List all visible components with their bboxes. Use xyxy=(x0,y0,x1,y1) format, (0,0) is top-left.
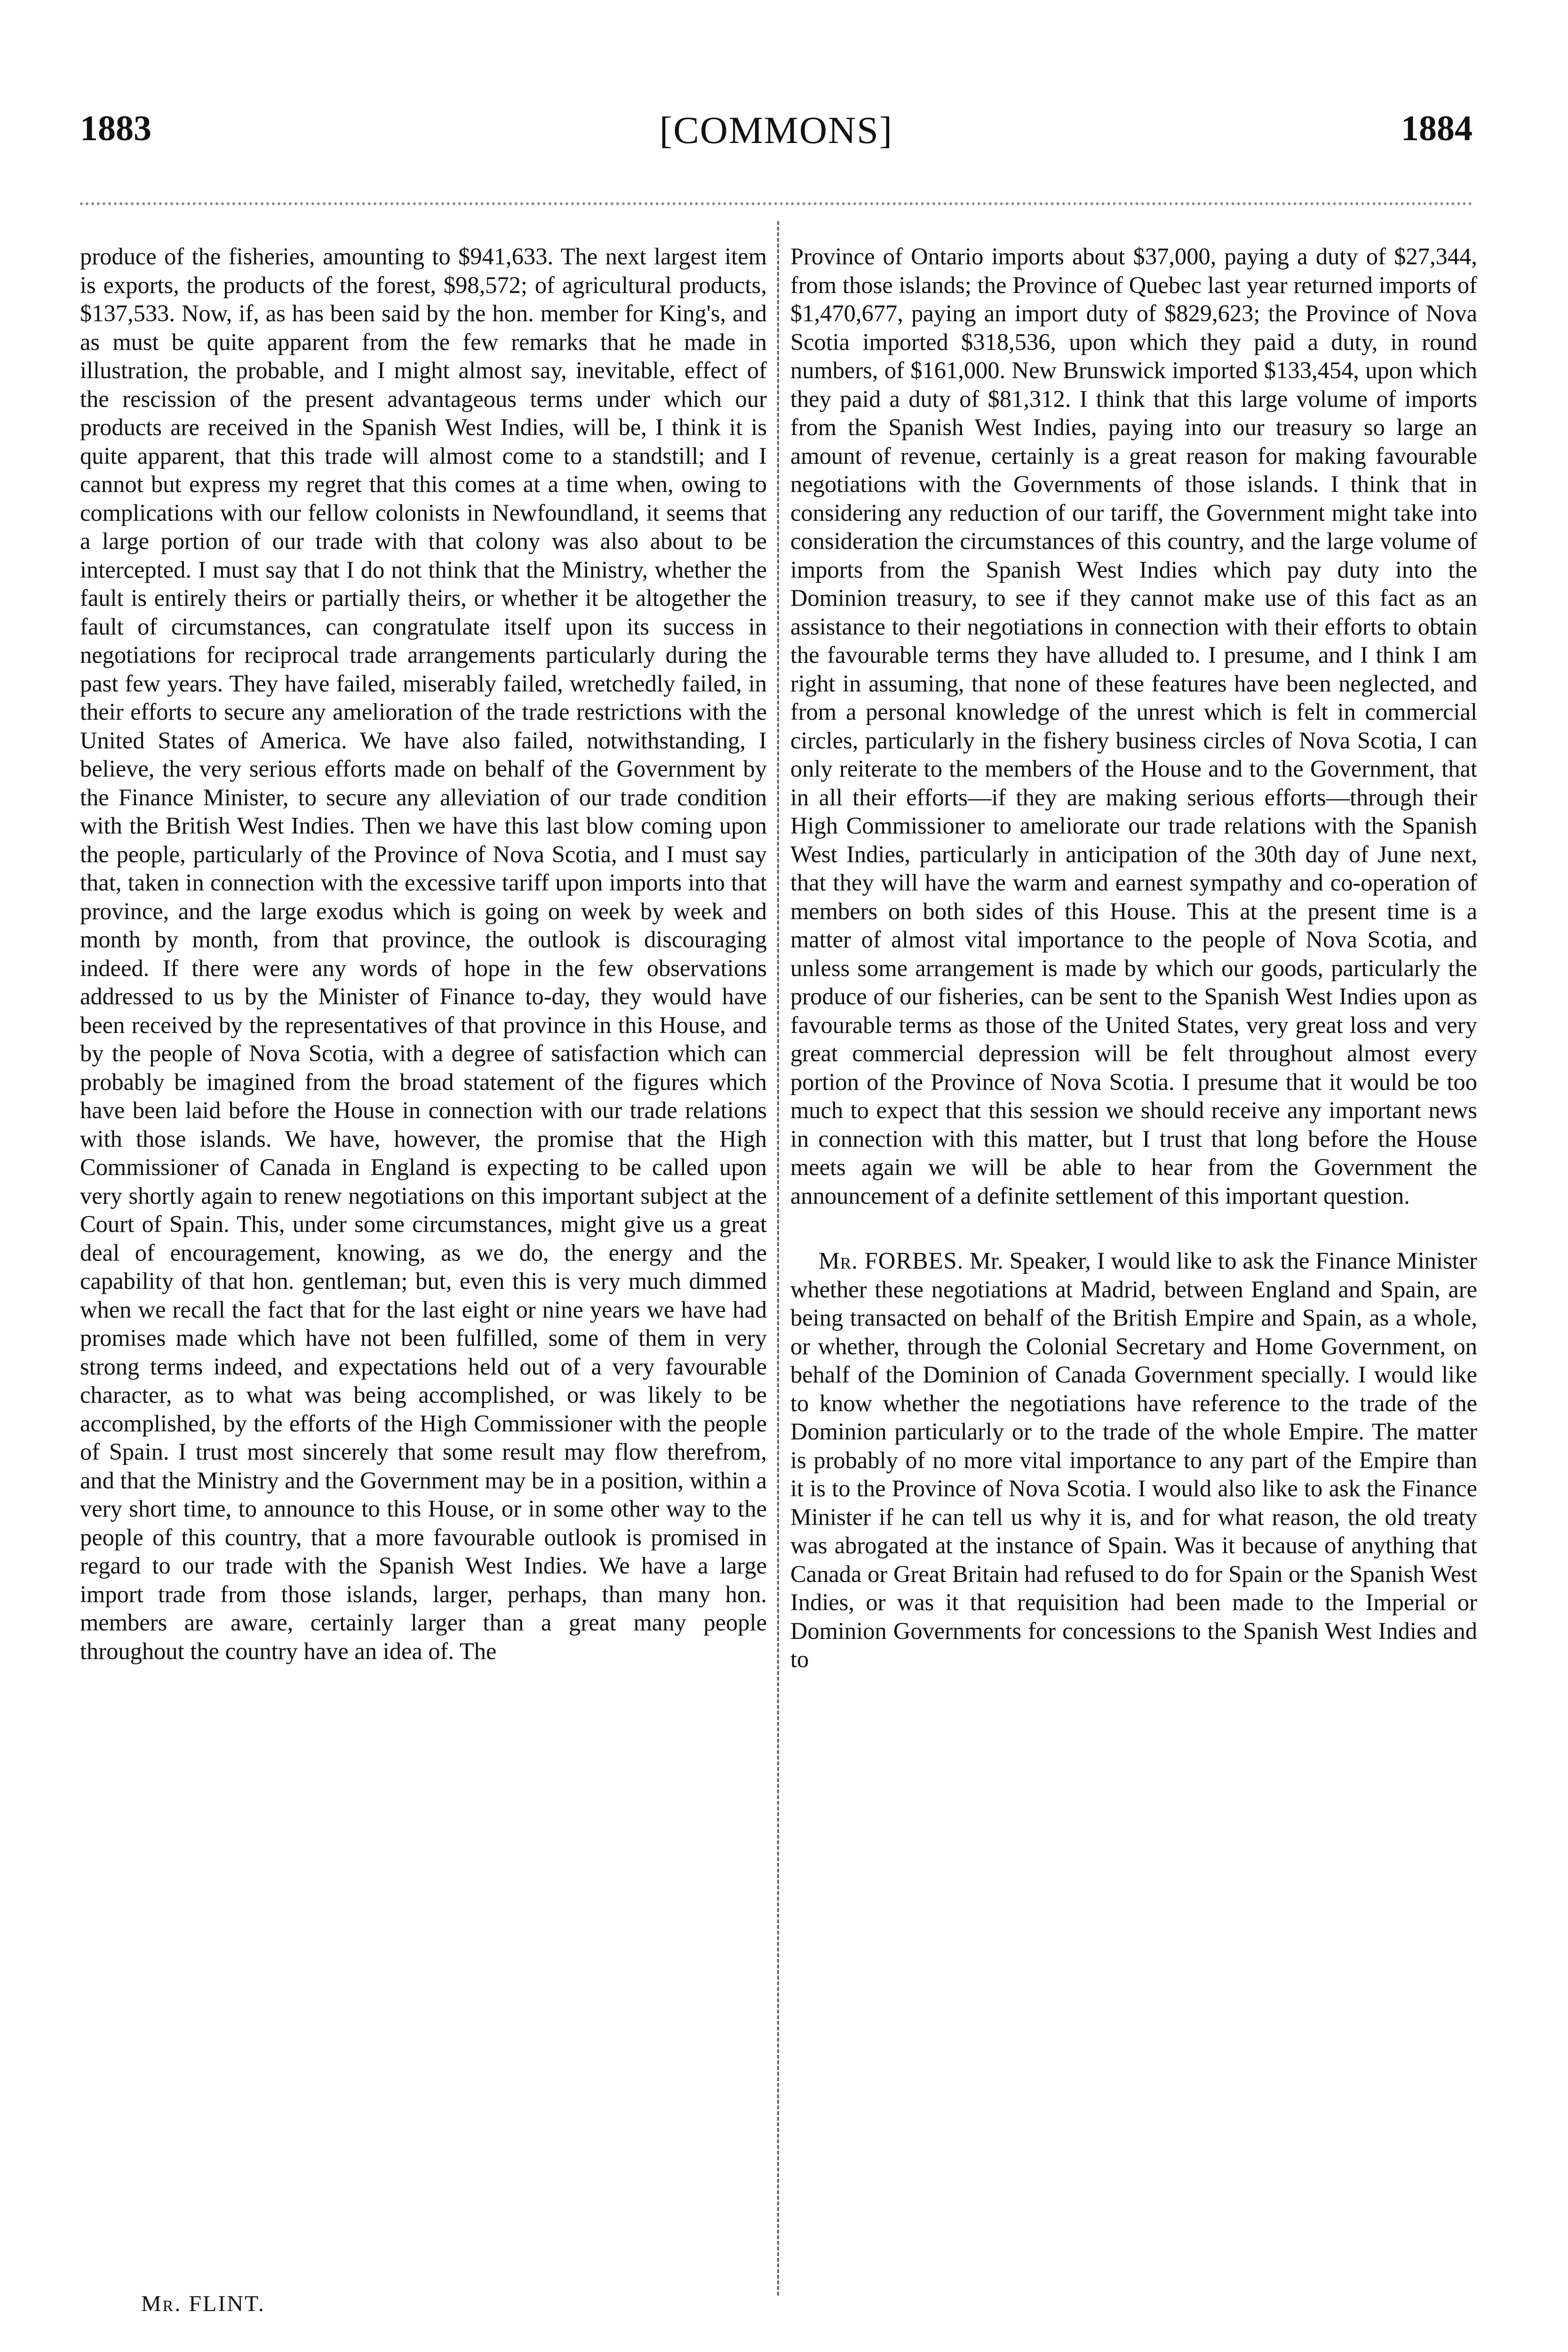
left-paragraph: produce of the fisheries, amounting to $941,633. The next largest item is exports, the products of the forest, $98,572; of agricultural products, $137,533. Now, if, as has been said by the hon. member for King's, and as must be quite apparent from the few remarks that he made in illustration, the probable, and I might almost say, inevitable, effect of the rescission of the present advantageous terms under which our products are received in the Spanish West Indies, will be, I think it is quite apparent, that this trade will almost come to a standstill; and I cannot but express my regret that this comes at a time when, owing to complications with our fellow colonists in Newfoundland, it seems that a large portion of our trade with that colony was also about to be intercepted. I must say that I do not think that the Ministry, whether the fault is entirely theirs or partially theirs, or whether it be altogether the fault of circumstances, can congratulate itself upon its success in negotiations for reciprocal trade arrangements particularly during the past few years. They have failed, miserably failed, wretchedly failed, in their efforts to secure any amelioration of the trade restrictions with the United States of America. We have also failed, notwithstanding, I believe, the very serious efforts made on behalf of the Government by the Finance Minister, to secure any alleviation of our trade condition with the British West Indies. Then we have this last blow coming upon the people, particularly of the Province of Nova Scotia, and I must say that, taken in connection with the excessive tariff upon imports into that province, and the large exodus which is going on week by week and month by month, from that province, the outlook is discouraging indeed. If there were any words of hope in the few observations addressed to us by the Minister of Finance to-day, they would have been received by the representatives of that province in this House, and by the people of Nova Scotia, with a degree of satisfaction which can probably be imagined from the broad statement of the figures which have been laid before the House in connection with our trade relations with those islands. We have, however, the promise that the High Commissioner of Canada in England is expecting to be called upon very shortly again to renew negotiations on this important subject at the Court of Spain. This, under some circumstances, might give us a great deal of encouragement, knowing, as we do, the energy and the capability of that hon. gentleman; but, even this is very much dimmed when we recall the fact that for the last eight or nine years we have had promises made which have not been fulfilled, some of them in very strong terms indeed, and expectations held out of a very favourable character, as to what was being accomplished, or was likely to be accomplished, by the efforts of the High Commissioner with the people of Spain. I trust most sincerely that some result may flow therefrom, and that the Ministry and the Government may be in a position, within a very short time, to announce to this House, or in some other way to the people of this country, that a more favourable outlook is promised in regard to our trade with the Spanish West Indies. We have a large import trade from those islands, larger, perhaps, than many hon. members are aware, certainly larger than a great many people throughout the country have an idea of. The xyxy=(80,243,767,1664)
page-number-right: 1884 xyxy=(1401,109,1472,148)
page-number-left: 1883 xyxy=(80,109,151,148)
forbes-speech: Mr. Speaker, I would like to ask the Finance Minister whether these negotiations at Madrid, between England and Spain, are being transacted on behalf of the British Empire and Spain, as a whole, or whether, through the Colonial Secretary and Home Government, on behalf of the Dominion of Canada Government specially. I would like to know whether the negotiations have reference to the trade of the Dominion particularly or to the trade of the whole Empire. The matter is probably of no more vital importance to any part of the Empire than it is to the Province of Nova Scotia. I would also like to ask the Finance Minister if he can tell us why it is, and for what reason, the old treaty was abrogated at the instance of Spain. Was it because of anything that Canada or Great Britain had refused to do for Spain or the Spanish West Indies, or was it that requisition had been made to the Imperial or Dominion Governments for concessions to the Spanish West Indies and to xyxy=(790,1248,1477,1672)
running-head: [COMMONS] xyxy=(659,109,893,151)
right-column xyxy=(790,242,1477,1674)
page-header xyxy=(80,108,1472,174)
speaker-name: Mr. FORBES. xyxy=(819,1248,964,1274)
footer-speaker: Mr. FLINT. xyxy=(141,2291,265,2316)
right-paragraph: Province of Ontario imports about $37,000, paying a duty of $27,344, from those islands; the Province of Quebec last year returned imports of $1,470,677, paying an import duty of $829,623; the Province of Nova Scotia imported $318,536, upon which they paid a duty, in round numbers, of $161,000. New Brunswick imported $133,454, upon which they paid a duty of $81,312. I think that this large volume of imports from the Spanish West Indies, paying into our treasury so large an amount of revenue, certainly is a great reason for making favourable negotiations with the Governments of those islands. I think that in considering any reduction of our tariff, the Government might take into consideration the circumstances of this country, and the large volume of imports from the Spanish West Indies which pay duty into the Dominion treasury, to see if they cannot make use of this fact as an assistance to their negotiations in connection with their efforts to obtain the favourable terms they have alluded to. I presume, and I think I am right in assuming, that none of these features have been neglected, and from a personal knowledge of the unrest which is felt in commercial circles, particularly in the fishery business circles of Nova Scotia, I can only reiterate to the members of the House and to the Government, that in all their efforts—if they are making serious efforts—through their High Commissioner to ameliorate our trade relations with the Spanish West Indies, particularly in anticipation of the 30th day of June next, that they will have the warm and earnest sympathy and co-operation of members on both sides of this House. This at the present time is a matter of almost vital importance to the people of Nova Scotia, and unless some arrangement is made by which our goods, particularly the produce of our fisheries, can be sent to the Spanish West Indies upon as favourable terms as those of the United States, very great loss and very great commercial depression will be felt throughout almost every portion of the Province of Nova Scotia. I presume that it would be too much to expect that this session we should receive any important news in connection with this matter, but I trust that long before the House meets again we will be able to hear from the Government the announcement of a definite settlement of this important question. xyxy=(790,243,1477,1209)
left-column xyxy=(80,242,767,1665)
forbes-paragraph xyxy=(790,1247,1477,1674)
column-divider xyxy=(777,221,779,2296)
header-rule xyxy=(80,202,1472,205)
